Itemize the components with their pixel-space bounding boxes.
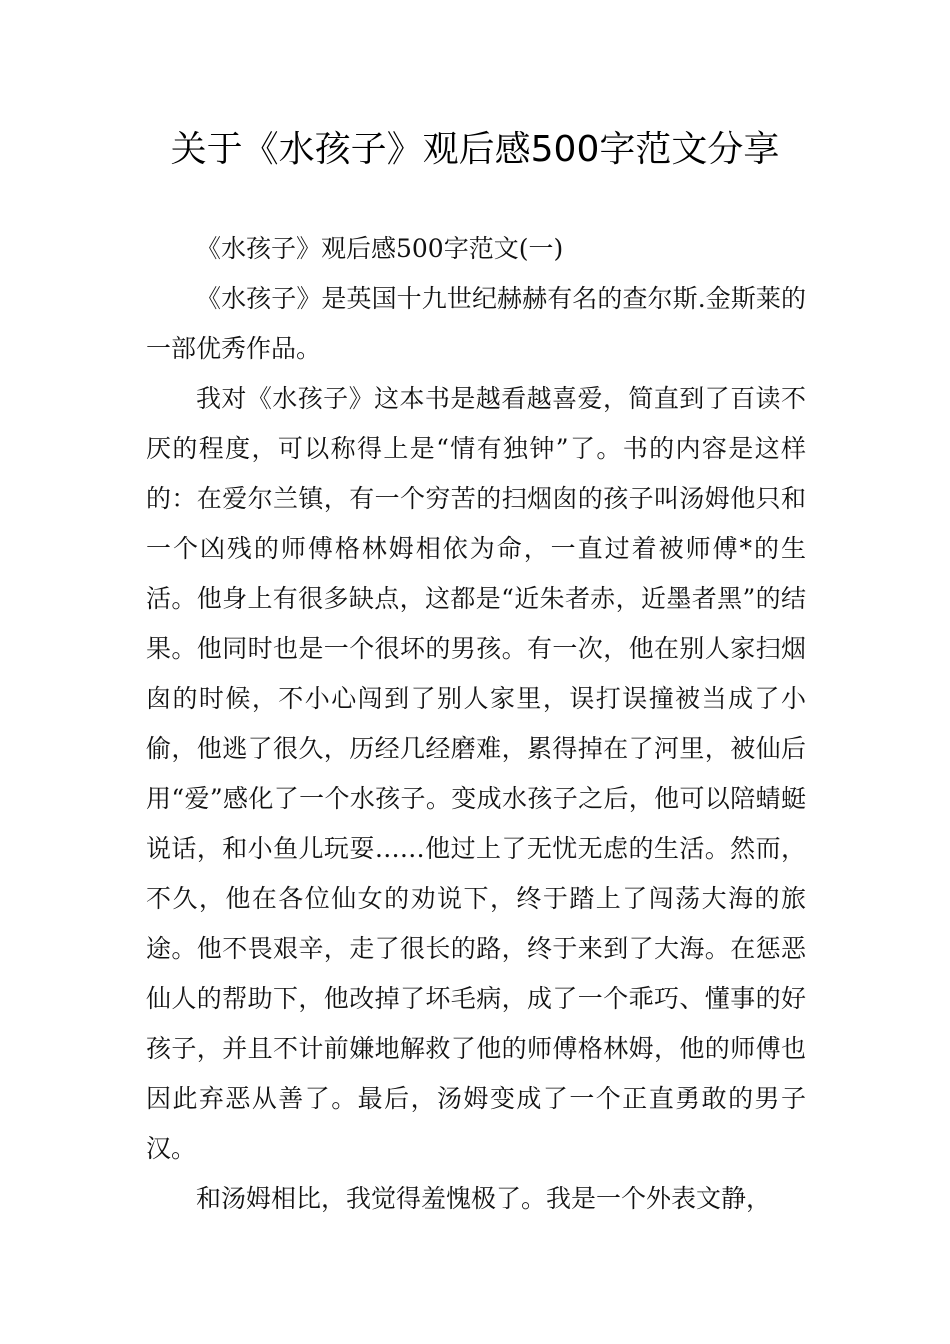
document-body [146,224,806,1224]
paragraph-reflection: 和汤姆相比，我觉得羞愧极了。我是一个外表文静， [196,1184,772,1213]
document-title: 关于《水孩子》观后感500字范文分享 [170,129,780,170]
paragraph-intro: 《水孩子》是英国十九世纪赫赫有名的查尔斯.金斯莱的一部优秀作品。 [146,284,806,363]
paragraph-subtitle: 《水孩子》观后感500字范文(一) [196,234,564,263]
paragraph-story: 我对《水孩子》这本书是越看越喜爱，简直到了百读不厌的程度，可以称得上是“情有独钟”了。书的内容是这样的：在爱尔兰镇，有一个穷苦的扫烟囱的孩子叫汤姆他只和一个凶残的师傅格林姆相依为命，一直过着被师傅*的生活。他身上有很多缺点，这都是“近朱者赤，近墨者黑”的结果。他同时也是一个很坏的男孩。有一次，他在别人家扫烟囱的时候，不小心闯到了别人家里，误打误撞被当成了小偷，他逃了很久，历经几经磨难，累得掉在了河里，被仙后用“爱”感化了一个水孩子。变成水孩子之后，他可以陪蜻蜓说话，和小鱼儿玩耍……他过上了无忧无虑的生活。然而，不久，他在各位仙女的劝说下，终于踏上了闯荡大海的旅途。他不畏艰辛，走了很长的路，终于来到了大海。在惩恶仙人的帮助下，他改掉了坏毛病，成了一个乖巧、懂事的好孩子，并且不计前嫌地解救了他的师傅格林姆，他的师傅也因此弃恶从善了。最后，汤姆变成了一个正直勇敢的男子汉。 [146,384,806,1163]
